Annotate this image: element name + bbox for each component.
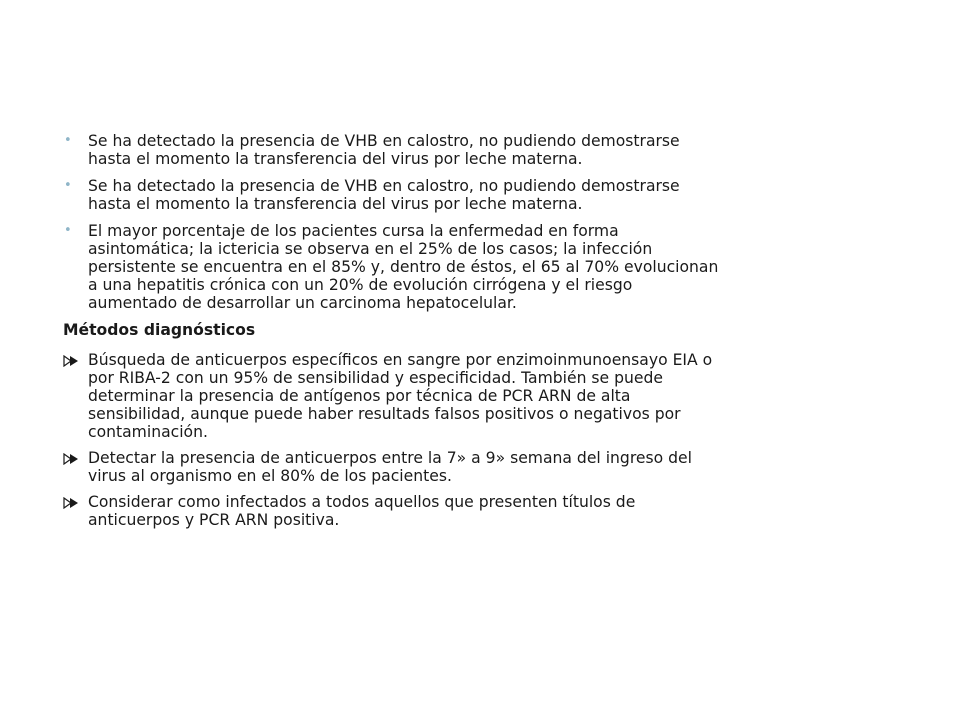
bullet-item-1	[63, 132, 723, 168]
bullet-dot-icon: •	[64, 133, 72, 148]
bullet-dot-icon: •	[64, 223, 72, 238]
arrow-item-text: Detectar la presencia de anticuerpos entre la 7» a 9» semana del ingreso del virus al organismo en el 80% de los pacientes.	[88, 449, 692, 485]
arrow-bullet-icon	[63, 497, 79, 509]
bullet-list	[63, 132, 723, 312]
arrow-item-1	[63, 351, 723, 441]
bullet-item-2	[63, 177, 723, 213]
bullet-text: Se ha detectado la presencia de VHB en calostro, no pudiendo demostrarse hasta el momento la transferencia del virus por leche materna.	[88, 177, 680, 213]
bullet-text: Se ha detectado la presencia de VHB en calostro, no pudiendo demostrarse hasta el momento la transferencia del virus por leche materna.	[88, 132, 680, 168]
bullet-item-3	[63, 222, 723, 312]
bullet-dot-icon: •	[64, 178, 72, 193]
arrow-bullet-icon	[63, 453, 79, 465]
arrow-bullet-icon	[63, 355, 79, 367]
arrow-item-3	[63, 493, 723, 529]
bullet-text: El mayor porcentaje de los pacientes cursa la enfermedad en forma asintomática; la ictericia se observa en el 25% de los casos; la infección persistente se encuentra en el 85% y, dentro de éstos, el 65 al 70% evolucionan a una hepatitis crónica con un 20% de evolución cirrógena y el riesgo aumentado de desarrollar un carcinoma hepatocelular.	[88, 222, 719, 312]
section-heading: Métodos diagnósticos	[63, 321, 256, 339]
arrow-item-text: Considerar como infectados a todos aquellos que presenten títulos de anticuerpos y PCR ARN positiva.	[88, 493, 636, 529]
arrow-item-text: Búsqueda de anticuerpos específicos en sangre por enzimoinmunoensayo EIA o por RIBA-2 con un 95% de sensibilidad y especificidad. También se puede determinar la presencia de antígenos por técnica de PCR ARN de alta sensibilidad, aunque puede haber resultads falsos positivos o negativos por contaminación.	[88, 351, 713, 441]
slide-content	[63, 132, 723, 537]
arrow-item-2	[63, 449, 723, 485]
